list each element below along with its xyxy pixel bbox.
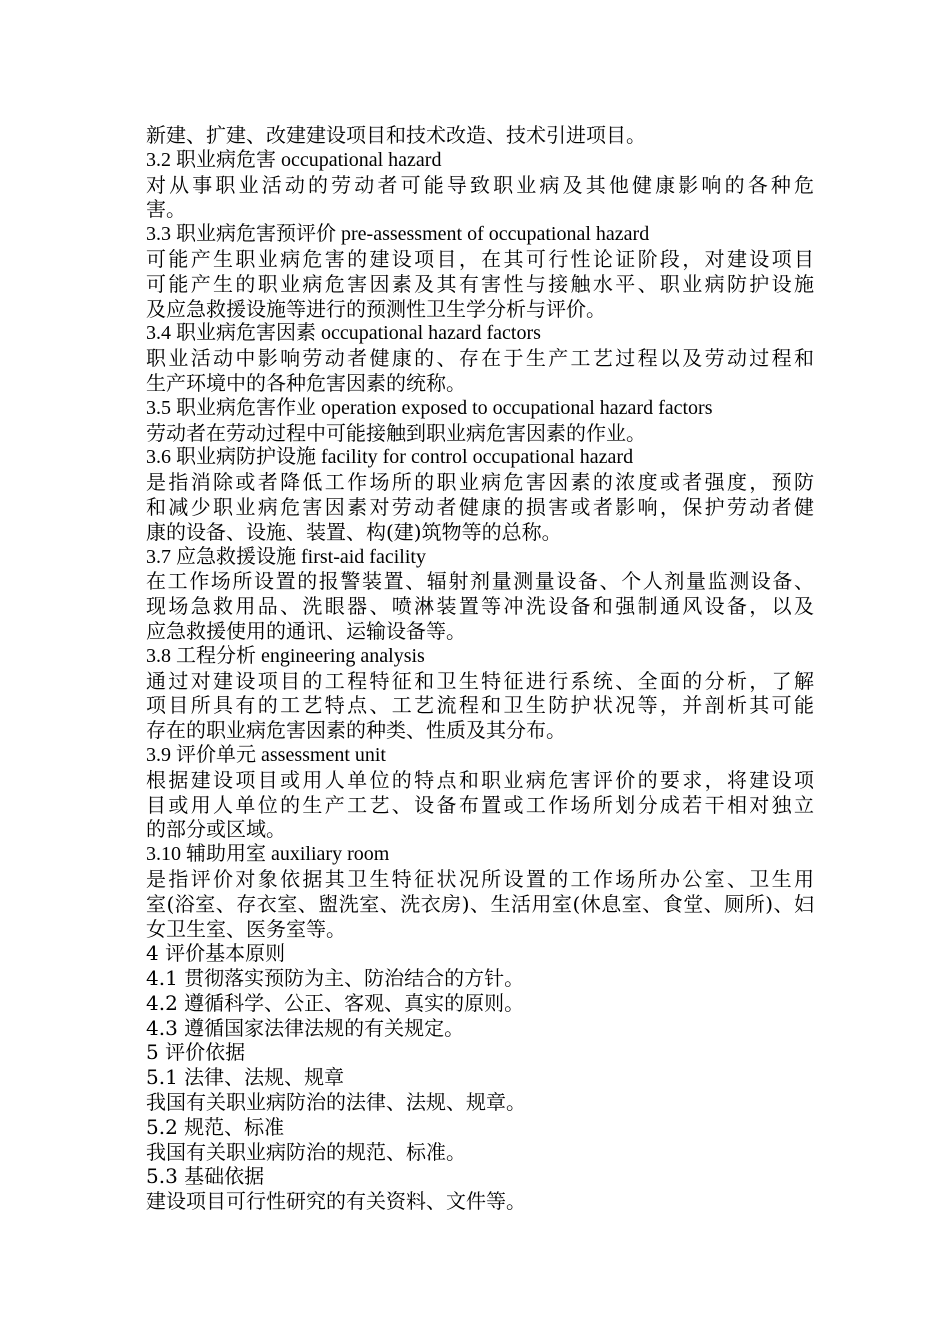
term-heading: 3.3 职业病危害预评价 pre-assessment of occupational hazard (146, 223, 650, 246)
body-text: 可能产生的职业病危害因素及其有害性与接触水平、职业病防护设施 (146, 271, 814, 296)
term-heading: 3.7 应急救援设施 first-aid facility (146, 545, 426, 568)
term-heading: 3.9 评价单元 assessment unit (146, 743, 386, 766)
subsection-heading: 5.3 基础依据 (146, 1164, 265, 1189)
body-text: 存在的职业病危害因素的种类、性质及其分布。 (146, 718, 566, 743)
term-heading: 3.5 职业病危害作业 operation exposed to occupational hazard factors (146, 396, 713, 419)
body-text: 是指评价对象依据其卫生特征状况所设置的工作场所办公室、卫生用 (146, 866, 814, 891)
body-text: 现场急救用品、洗眼器、喷淋装置等冲洗设备和强制通风设备，以及 (146, 594, 814, 619)
body-text: 项目所具有的工艺特点、工艺流程和卫生防护状况等，并剖析其可能 (146, 693, 814, 718)
body-text: 我国有关职业病防治的规范、标准。 (146, 1139, 466, 1164)
body-text: 可能产生职业病危害的建设项目，在其可行性论证阶段，对建设项目 (146, 246, 814, 271)
body-text: 女卫生室、医务室等。 (146, 916, 346, 941)
body-text: 在工作场所设置的报警装置、辐射剂量测量设备、个人剂量监测设备、 (146, 569, 814, 594)
term-heading: 3.6 职业病防护设施 facility for control occupational hazard (146, 446, 634, 469)
body-text: 4.3 遵循国家法律法规的有关规定。 (146, 1015, 465, 1040)
body-text: 室(浴室、存衣室、盥洗室、洗衣房)、生活用室(休息室、食堂、厕所)、妇 (146, 891, 814, 916)
term-heading: 3.8 工程分析 engineering analysis (146, 644, 425, 667)
body-text: 是指消除或者降低工作场所的职业病危害因素的浓度或者强度，预防 (146, 470, 814, 495)
subsection-heading: 5.2 规范、标准 (146, 1114, 285, 1139)
body-text: 生产环境中的各种危害因素的统称。 (146, 370, 466, 395)
body-text: 害。 (146, 197, 186, 222)
body-text: 目或用人单位的生产工艺、设备布置或工作场所划分成若干相对独立 (146, 792, 814, 817)
body-text: 新建、扩建、改建建设项目和技术改造、技术引进项目。 (146, 123, 646, 147)
subsection-heading: 5.1 法律、法规、规章 (146, 1065, 345, 1090)
term-heading: 3.2 职业病危害 occupational hazard (146, 148, 442, 171)
term-heading: 3.10 辅助用室 auxiliary room (146, 843, 390, 866)
body-text: 及应急救援设施等进行的预测性卫生学分析与评价。 (146, 296, 606, 321)
body-text: 对从事职业活动的劳动者可能导致职业病及其他健康影响的各种危 (146, 172, 814, 197)
section-heading: 4 评价基本原则 (146, 941, 286, 966)
body-text: 劳动者在劳动过程中可能接触到职业病危害因素的作业。 (146, 420, 646, 445)
body-text: 4.1 贯彻落实预防为主、防治结合的方针。 (146, 966, 525, 991)
section-heading: 5 评价依据 (146, 1040, 246, 1065)
body-text: 和减少职业病危害因素对劳动者健康的损害或者影响，保护劳动者健 (146, 494, 814, 519)
body-text: 我国有关职业病防治的法律、法规、规章。 (146, 1090, 526, 1115)
body-text: 的部分或区域。 (146, 817, 286, 842)
body-text: 根据建设项目或用人单位的特点和职业病危害评价的要求，将建设项 (146, 767, 814, 792)
body-text: 职业活动中影响劳动者健康的、存在于生产工艺过程以及劳动过程和 (146, 346, 814, 371)
document-page (146, 123, 814, 1214)
body-text: 建设项目可行性研究的有关资料、文件等。 (146, 1189, 526, 1214)
term-heading: 3.4 职业病危害因素 occupational hazard factors (146, 322, 541, 345)
body-text: 应急救援使用的通讯、运输设备等。 (146, 618, 466, 643)
body-text: 4.2 遵循科学、公正、客观、真实的原则。 (146, 990, 525, 1015)
body-text: 康的设备、设施、装置、构(建)筑物等的总称。 (146, 519, 562, 544)
body-text: 通过对建设项目的工程特征和卫生特征进行系统、全面的分析，了解 (146, 668, 814, 693)
